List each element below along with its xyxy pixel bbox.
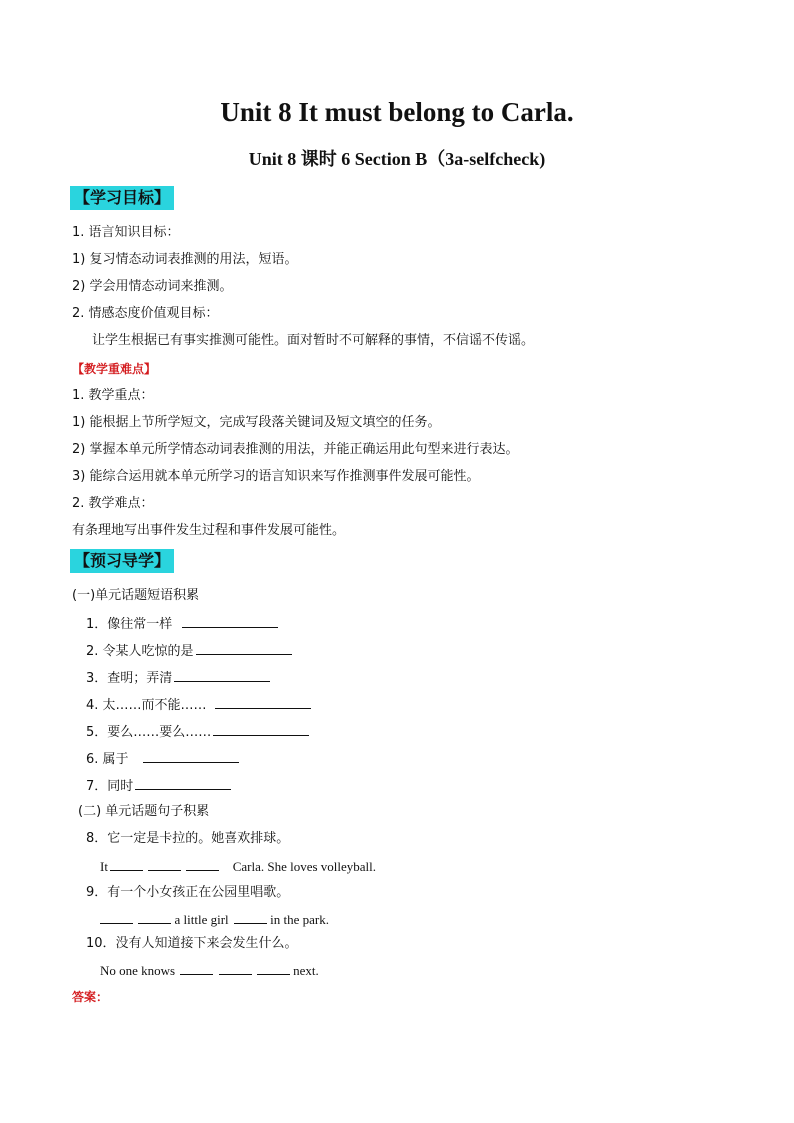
phrase-text: 6. 属于 [86, 752, 129, 767]
phrase-text: 1．像往常一样 [86, 617, 173, 632]
phrase-text: 3．查明；弄清 [86, 671, 173, 686]
sentence-prompt: 8．它一定是卡拉的。她喜欢排球。 [86, 831, 290, 846]
document-title: Unit 8 It must belong to Carla. [220, 97, 574, 127]
phrase-item [86, 749, 239, 769]
objective-line: 1) 复习情态动词表推测的用法，短语。 [72, 252, 298, 267]
answer-blank[interactable] [180, 961, 213, 975]
answer-blank[interactable] [138, 910, 171, 924]
answer-blank[interactable] [219, 961, 252, 975]
keypoint-line: 有条理地写出事件发生过程和事件发展可能性。 [72, 523, 346, 538]
sentence-prompt: 10．没有人知道接下来会发生什么。 [86, 936, 298, 951]
phrase-text: 7．同时 [86, 779, 134, 794]
keypoints-tag: 【教学重难点】 [72, 362, 157, 376]
section-heading: (二) 单元话题句子积累 [78, 804, 210, 819]
sentence-text: No one knows [100, 963, 176, 978]
phrase-text: 2. 令某人吃惊的是 [86, 644, 194, 659]
answer-blank[interactable] [143, 749, 239, 763]
phrase-item [86, 776, 231, 796]
phrase-text: 4. 太……而不能…… [86, 698, 207, 713]
sentence-english [100, 910, 329, 929]
phrase-item [86, 695, 311, 715]
preview-tag: 【预习导学】 [70, 549, 174, 573]
answer-blank[interactable] [196, 641, 292, 655]
answer-blank[interactable] [135, 776, 231, 790]
phrase-item [86, 668, 270, 688]
sentence-text: next. [293, 963, 319, 978]
answer-blank[interactable] [257, 961, 290, 975]
answer-blank[interactable] [100, 910, 133, 924]
phrase-item [86, 722, 309, 742]
answer-blank[interactable] [174, 668, 270, 682]
answer-blank[interactable] [215, 695, 311, 709]
objective-line: 让学生根据已有事实推测可能性。面对暂时不可解释的事情，不信谣不传谣。 [92, 333, 535, 348]
sentence-text: It [100, 859, 108, 874]
sentence-text: a little girl [174, 912, 229, 927]
phrase-text: 5．要么……要么…… [86, 725, 212, 740]
keypoint-line: 2) 掌握本单元所学情态动词表推测的用法，并能正确运用此句型来进行表达。 [72, 442, 519, 457]
keypoint-line: 2. 教学难点： [72, 496, 154, 511]
keypoint-line: 1) 能根据上节所学短文，完成写段落关键词及短文填空的任务。 [72, 415, 441, 430]
sentence-english [100, 961, 319, 980]
answer-blank[interactable] [234, 910, 267, 924]
objective-line: 2) 学会用情态动词来推测。 [72, 279, 233, 294]
section-heading: (一)单元话题短语积累 [72, 588, 200, 603]
keypoint-line: 1. 教学重点： [72, 388, 154, 403]
answer-blank[interactable] [148, 857, 181, 871]
answer-blank[interactable] [110, 857, 143, 871]
answer-blank[interactable] [182, 614, 278, 628]
phrase-item [86, 614, 278, 634]
sentence-english [100, 857, 376, 876]
answer-label: 答案： [72, 990, 109, 1004]
sentence-prompt: 9．有一个小女孩正在公园里唱歌。 [86, 885, 290, 900]
objective-line: 1. 语言知识目标： [72, 225, 180, 240]
answer-blank[interactable] [186, 857, 219, 871]
objective-line: 2. 情感态度价值观目标： [72, 306, 219, 321]
objectives-tag: 【学习目标】 [70, 186, 174, 210]
document-subtitle: Unit 8 课时 6 Section B（3a-selfcheck) [248, 149, 546, 169]
sentence-text: Carla. She loves volleyball. [232, 859, 377, 874]
answer-blank[interactable] [213, 722, 309, 736]
sentence-text: in the park. [270, 912, 329, 927]
phrase-item [86, 641, 292, 661]
keypoint-line: 3) 能综合运用就本单元所学习的语言知识来写作推测事件发展可能性。 [72, 469, 480, 484]
